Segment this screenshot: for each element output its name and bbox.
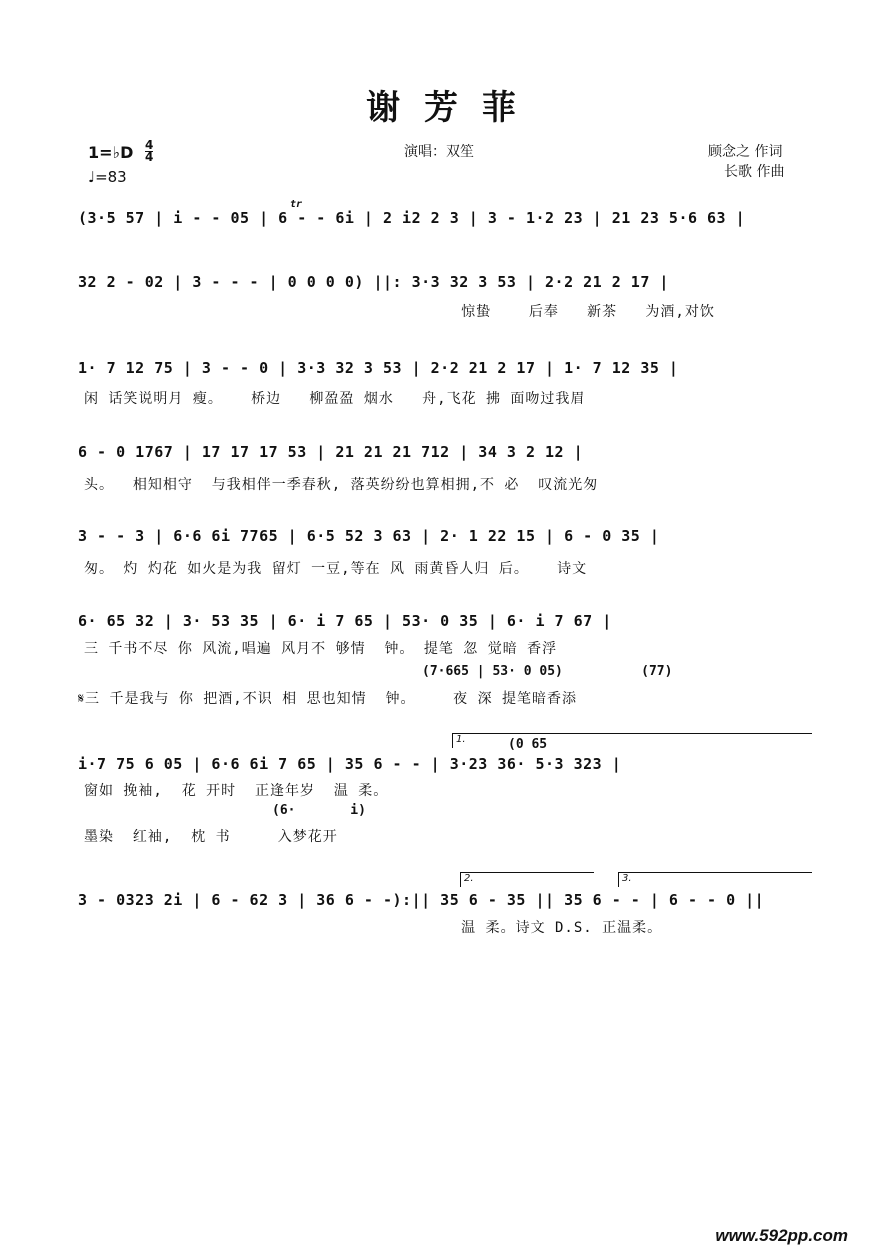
song-title: 谢 芳 菲 bbox=[366, 88, 522, 128]
notation-line-7: i·7 75 6 05 | 6·6 6i 7 65 | 35 6 - - | 3·23 36· 5·3 323 | bbox=[78, 755, 622, 773]
notation-line-1: (3·5 57 | i - - 05 | 6 - - 6i | 2 i2 2 3 | 3 - 1·2 23 | 21 23 5·6 63 | bbox=[78, 209, 746, 227]
lyric-line-3: 闲 话笑说明月 瘦。 桥边 柳盈盈 烟水 舟,飞花 拂 面吻过我眉 bbox=[84, 391, 586, 407]
site-watermark: www.592pp.com bbox=[715, 1226, 848, 1245]
time-signature-bottom: 4 bbox=[145, 150, 154, 164]
time-signature bbox=[145, 140, 153, 163]
lyric-line-8: 温 柔。诗文 D.S. 正温柔。 bbox=[84, 920, 663, 936]
singer-credit: 演唱：双笙 bbox=[404, 144, 474, 160]
second-verse-lyric-line-6: 𝄋三 千是我与 你 把酒,不识 相 思也知情 钟。 夜 深 提笔暗香添 bbox=[78, 691, 578, 707]
trill-mark: tr bbox=[290, 199, 303, 210]
lyric-line-6: 三 千书不尽 你 风流,唱遍 风月不 够情 钟。 提笔 忽 觉暗 香浮 bbox=[84, 641, 558, 657]
volta-3: 3. bbox=[618, 872, 812, 887]
volta-1: 1. bbox=[452, 733, 812, 748]
volta-1-grace-notes: (0 65 bbox=[508, 737, 548, 752]
second-verse-notes-line-7: (6· i) bbox=[272, 803, 366, 818]
notation-line-2: 32 2 - 02 | 3 - - - | 0 0 0 0) ||: 3·3 32 3 53 | 2·2 21 2 17 | bbox=[78, 273, 669, 291]
lyric-line-5: 匆。 灼 灼花 如火是为我 留灯 一豆,等在 风 雨黄昏人归 后。 诗文 bbox=[84, 561, 588, 577]
time-signature-top: 4 bbox=[145, 138, 154, 152]
composer-credit: 长歌 作曲 bbox=[724, 164, 785, 180]
lyric-line-7: 窗如 挽袖, 花 开时 正逢年岁 温 柔。 bbox=[84, 783, 389, 799]
notation-line-5: 3 - - 3 | 6·6 6i 7765 | 6·5 52 3 63 | 2· 1 22 15 | 6 - 0 35 | bbox=[78, 527, 660, 545]
notation-line-4: 6 - 0 1767 | 17 17 17 53 | 21 21 21 712 | 34 3 2 12 | bbox=[78, 443, 584, 461]
second-verse-lyric-line-7: 墨染 红袖, 枕 书 入梦花开 bbox=[84, 829, 338, 845]
notation-line-8: 3 - 0323 2i | 6 - 62 3 | 36 6 - -):|| 35 6 - 35 || 35 6 - - | 6 - - 0 || bbox=[78, 891, 765, 909]
lyric-line-2: 惊蛰 后奉 新茶 为酒,对饮 bbox=[84, 304, 715, 320]
lyric-line-4: 头。 相知相守 与我相伴一季春秋, 落英纷纷也算相拥,不 必 叹流光匆 bbox=[84, 477, 599, 493]
notation-line-3: 1· 7 12 75 | 3 - - 0 | 3·3 32 3 53 | 2·2 21 2 17 | 1· 7 12 35 | bbox=[78, 359, 679, 377]
second-verse-notes-line-6: (7·665 | 53· 0 05) (77) bbox=[422, 664, 673, 679]
volta-2: 2. bbox=[460, 872, 594, 887]
key-signature: 1=♭D bbox=[88, 143, 134, 162]
notation-line-6: 6· 65 32 | 3· 53 35 | 6· i 7 65 | 53· 0 35 | 6· i 7 67 | bbox=[78, 612, 612, 630]
tempo-marking: ♩=83 bbox=[88, 168, 127, 186]
lyricist-credit: 顾念之 作词 bbox=[708, 144, 783, 160]
